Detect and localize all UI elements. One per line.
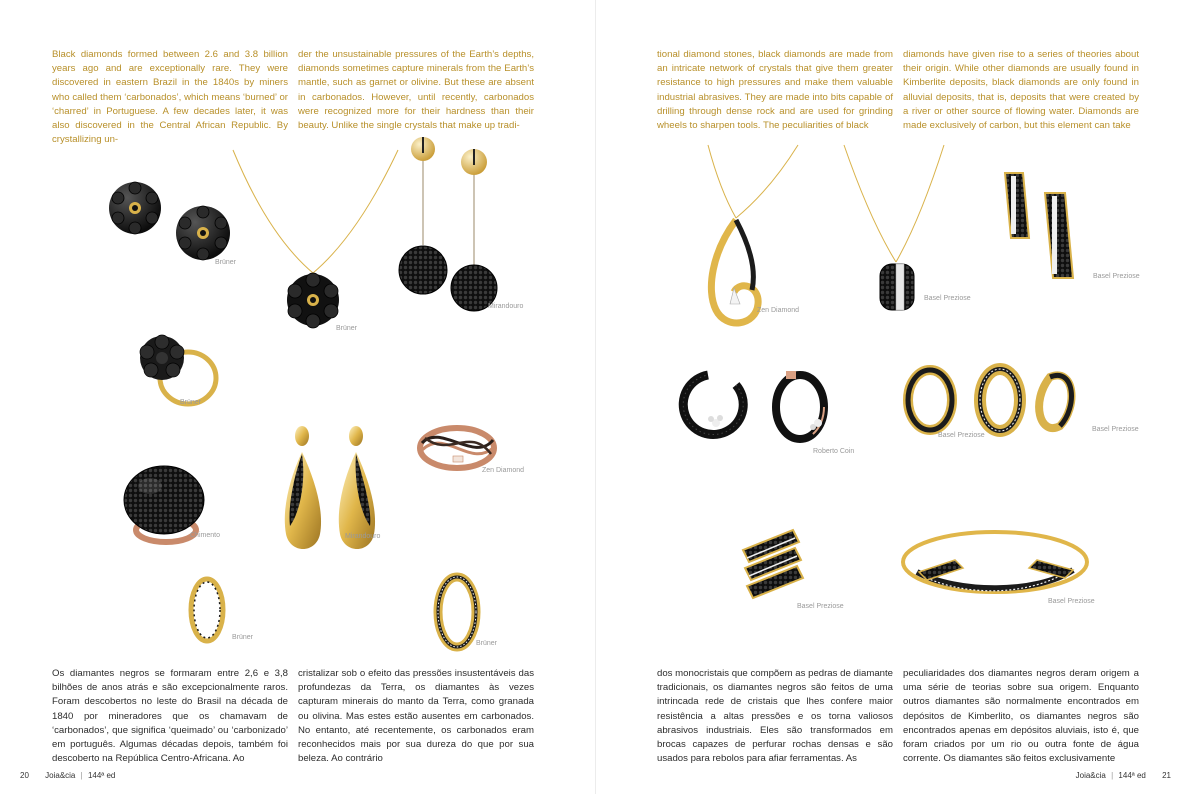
caption-wide-band: Brüner	[476, 640, 498, 647]
spread-gutter	[595, 0, 596, 794]
right-intro-en-col1: tional diamond stones, black diamonds are made from an intricate network of crystals that give them greater resistance to high pressures and make them valuable industrial abrasives. They are made into bits capable of drilling through dense rock and are used for grinding wheels to sharpen tools. The peculiarities of black	[657, 49, 893, 132]
magazine-name: Joia&cia	[1075, 771, 1106, 780]
caption-teardrop-pendant: Zen Diamond	[757, 307, 800, 314]
caption-ball-drop-earrings: Mirandouro	[488, 303, 524, 310]
left-body-pt-col1: Os diamantes negros se formaram entre 2,6 e 3,8 bilhões de anos atrás e são excepcionalmente raros. Foram descobertos no leste do Brasil na década de 1840 por mineradores que os chamavam de ‘carbonados’, que significa ‘queimado’ ou ‘carbonizado’ em português. Algumas décadas depois, também foi descoberto na República Centro-Africana. Ao	[52, 668, 288, 765]
rose-gold-crossover-ring-image	[415, 418, 500, 473]
page-number: 20	[20, 771, 29, 780]
caption-crossover-ring: Basel Preziose	[797, 603, 844, 610]
caption-dome-ring: Chimento	[190, 532, 220, 539]
thin-gold-band-image	[185, 575, 230, 645]
pave-rings-trio-image	[900, 362, 1080, 437]
left-folio: 20 Joia&cia | 144ª ed	[20, 771, 116, 780]
barrel-pendant-necklace-image	[840, 140, 950, 320]
flower-cocktail-ring-image	[132, 330, 227, 410]
caption-flower-stud-earrings: Brüner	[215, 259, 237, 266]
caption-bar-earrings: Basel Preziose	[1093, 273, 1140, 280]
caption-rings-trio: Basel Preziose	[938, 432, 985, 439]
right-body-pt-col2: peculiaridades dos diamantes negros deram origem a uma série de teorias sobre sua origem. Enquanto outros diamantes são normalmente encontrados em depósitos de Kimberlito, os diamantes negros são encontrados apenas em depósitos aluviais, isto é, que foram criados por um rio ou outra fonte de água corrente. Os diamantes são feitos exclusivamente	[903, 668, 1139, 765]
left-body-pt-col2: cristalizar sob o efeito das pressões insustentáveis das profundezas da Terra, os diamantes às vezes capturam minerais do manto da Terra, como granada ou olivina. Mas estes estão ausentes em carbonados. No entanto, até recentemente, os carbonados eram reconhecidos mais por sua dureza do que por sua beleza. Ao contrário	[298, 668, 534, 765]
caption-thin-band: Brüner	[232, 634, 254, 641]
caption-flower-ring: Brüner	[180, 399, 202, 406]
edition: 144ª ed	[87, 771, 116, 780]
bar-earrings-image	[995, 168, 1095, 288]
ball-drop-earrings-image	[398, 135, 508, 345]
caption-teardrop-earrings: Mirandouro	[345, 533, 381, 540]
right-intro-en-col2: diamonds have given rise to a series of theories about their origin. While other diamonds are usually found in Kimberlite deposits, black diamonds are only found in alluvial deposits, that is, deposits that were created by a river or other source of flowing water. Diamonds are made exclusively of carbon, but this element can take	[903, 49, 1139, 132]
magazine-name: Joia&cia	[45, 771, 76, 780]
caption-ring-wave: Basel Preziose	[1092, 426, 1139, 433]
flower-pendant-necklace-image	[228, 145, 418, 335]
crossover-statement-ring-image	[733, 520, 808, 610]
teardrop-earrings-image	[280, 422, 380, 567]
caption-hoops: Roberto Coin	[813, 448, 855, 455]
left-intro-en-col1: Black diamonds formed between 2.6 and 3.8 billion years ago and are exceptionally rare. They were discovered in eastern Brazil in the 1840s by miners who called them ‘carbonados’, which means ‘burned’ or ‘charred’ in Portuguese. A few decades later, it was also discovered in the Central African Republic. By crystallizing un-	[52, 49, 288, 146]
caption-bracelet: Basel Preziose	[1048, 598, 1095, 605]
left-intro-en-col2: der the unsustainable pressures of the Earth’s depths, diamonds sometimes capture minerals from the Earth’s mantle, such as garnet or olivine. But these are absent in carbonados. However, until recently, carbonados were recognized more for their hardness than their beauty. Unlike the single crystals that make up tradi-	[298, 49, 534, 132]
wide-pave-band-image	[432, 572, 482, 652]
page-number: 21	[1162, 771, 1171, 780]
caption-flower-pendant: Brüner	[336, 325, 358, 332]
caption-barrel-pendant: Basel Preziose	[924, 295, 971, 302]
open-hoop-earrings-image	[678, 365, 838, 445]
right-folio: Joia&cia | 144ª ed 21	[1075, 771, 1171, 780]
right-body-pt-col1: dos monocristais que compõem as pedras de diamante tradicionais, os diamantes negros são feitos de uma intrincada rede de cristais que lhes confere maior resistência a altas pressões e os torna valiosos abrasivos industriais. Eles são transformados em brocas capazes de perfurar rochas densas e são usados para rebolos para afiar ferramentas. As	[657, 668, 893, 765]
teardrop-pendant-necklace-image	[700, 140, 810, 335]
bangle-bracelet-image	[897, 520, 1092, 600]
edition: 144ª ed	[1118, 771, 1146, 780]
caption-rose-gold-ring: Zen Diamond	[482, 467, 525, 474]
